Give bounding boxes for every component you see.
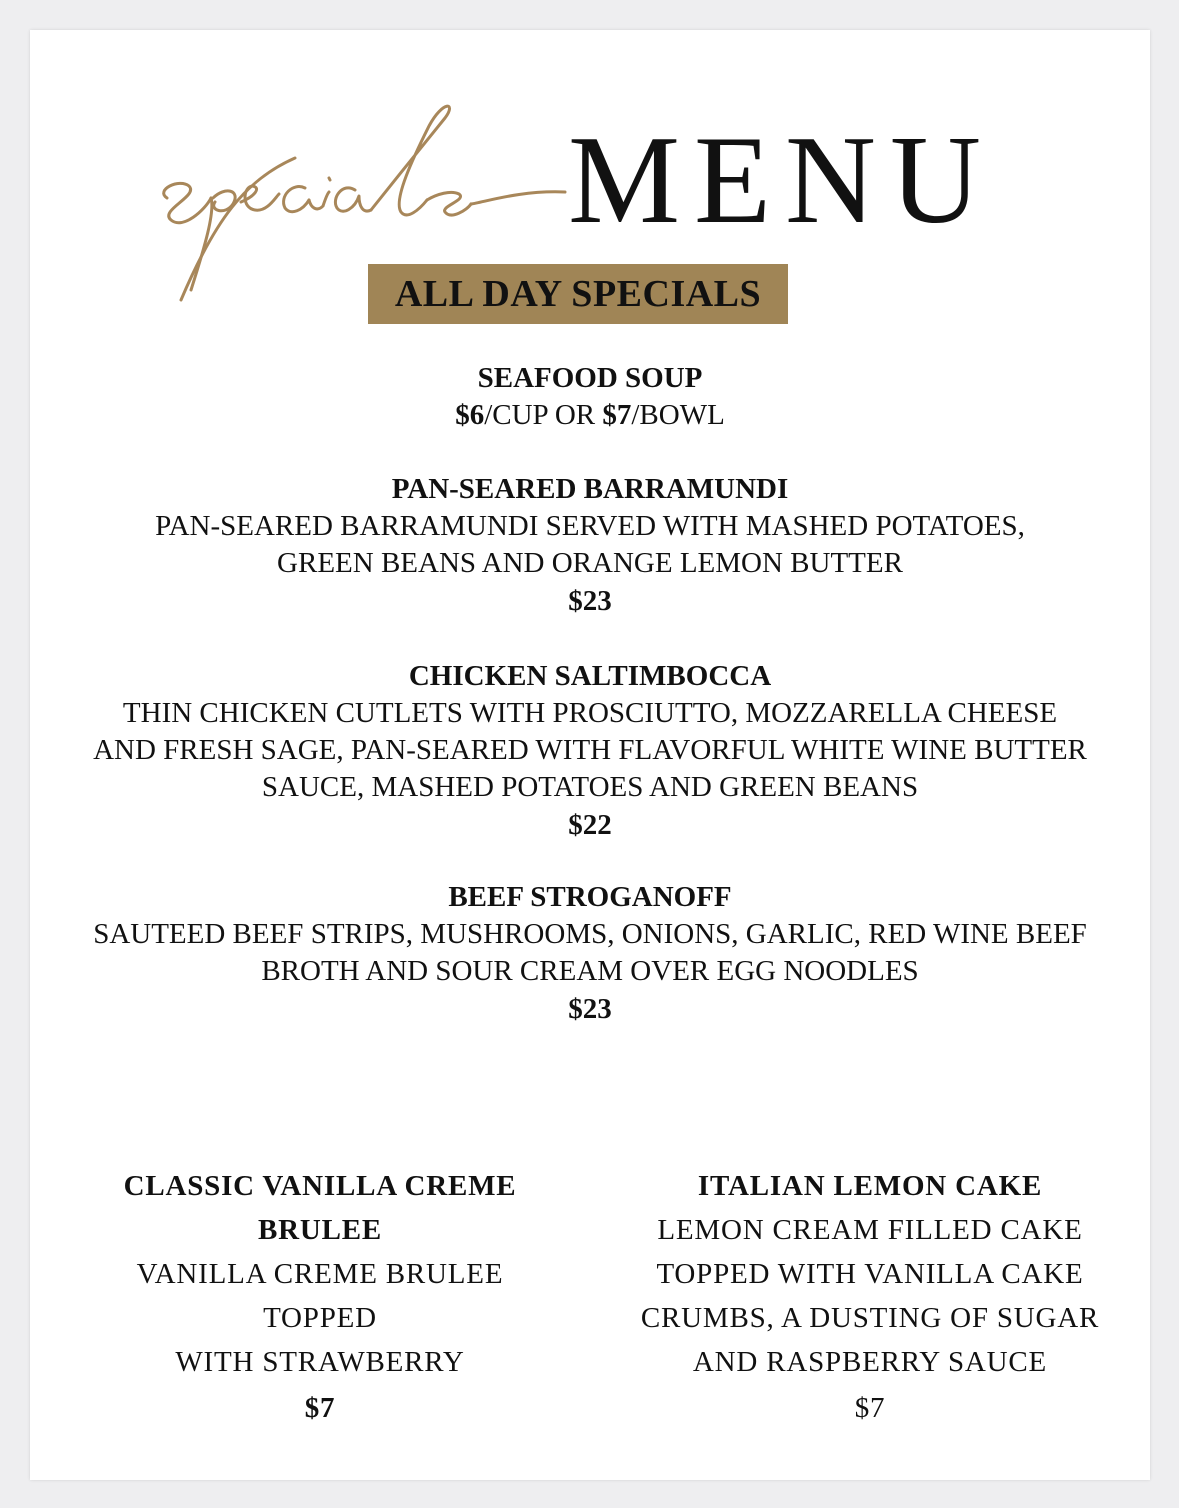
banner-label: ALL DAY SPECIALS xyxy=(394,273,762,315)
item-description-line: THIN CHICKEN CUTLETS WITH PROSCIUTTO, MOZZARELLA CHEESE xyxy=(122,697,1058,729)
menu-page xyxy=(30,30,1150,1480)
dessert-description-line: WITH STRAWBERRY xyxy=(175,1346,465,1378)
dessert-description-line: VANILLA CREME BRULEE xyxy=(136,1258,504,1290)
bowl-price: $7 xyxy=(602,399,632,431)
dessert-creme-brulee xyxy=(70,1164,570,1430)
dessert-description-line: CRUMBS, A DUSTING OF SUGAR xyxy=(640,1302,1100,1334)
dessert-name-line: CLASSIC VANILLA CREME xyxy=(123,1170,517,1202)
item-description-line: SAUTEED BEEF STRIPS, MUSHROOMS, ONIONS, GARLIC, RED WINE BEEF xyxy=(93,918,1087,950)
item-name: PAN-SEARED BARRAMUNDI xyxy=(391,473,789,505)
menu-title: MENU xyxy=(568,111,995,250)
item-name: BEEF STROGANOFF xyxy=(448,881,732,913)
item-description-line: SAUCE, MASHED POTATOES AND GREEN BEANS xyxy=(261,771,919,803)
menu-item-barramundi xyxy=(30,471,1150,620)
item-price: $23 xyxy=(568,585,612,617)
item-name: CHICKEN SALTIMBOCCA xyxy=(408,660,772,692)
dessert-name-line: BRULEE xyxy=(257,1214,383,1246)
dessert-name-line: ITALIAN LEMON CAKE xyxy=(697,1170,1043,1202)
dessert-description-line: TOPPED WITH VANILLA CAKE xyxy=(656,1258,1084,1290)
item-description-line: BROTH AND SOUR CREAM OVER EGG NOODLES xyxy=(261,955,919,987)
dessert-price: $7 xyxy=(854,1392,886,1424)
cup-label: /CUP OR xyxy=(484,399,603,431)
item-name: SEAFOOD SOUP xyxy=(477,362,703,394)
dessert-description-line: TOPPED xyxy=(263,1302,377,1334)
menu-item-beef-stroganoff xyxy=(30,879,1150,1028)
item-price-line xyxy=(30,397,1150,434)
bowl-label: /BOWL xyxy=(631,399,725,431)
item-price: $22 xyxy=(568,809,612,841)
item-price: $23 xyxy=(568,993,612,1025)
menu-item-chicken-saltimbocca xyxy=(30,658,1150,844)
item-description-line: GREEN BEANS AND ORANGE LEMON BUTTER xyxy=(277,547,903,579)
item-description-line: PAN-SEARED BARRAMUNDI SERVED WITH MASHED POTATOES, xyxy=(155,510,1025,542)
menu-item-seafood-soup xyxy=(30,360,1150,434)
cup-price: $6 xyxy=(455,399,485,431)
item-description-line: AND FRESH SAGE, PAN-SEARED WITH FLAVORFUL WHITE WINE BUTTER xyxy=(93,734,1087,766)
dessert-italian-lemon-cake xyxy=(610,1164,1130,1430)
dessert-description-line: AND RASPBERRY SAUCE xyxy=(692,1346,1048,1378)
dessert-description-line: LEMON CREAM FILLED CAKE xyxy=(657,1214,1083,1246)
all-day-specials-banner xyxy=(368,264,788,324)
dessert-price: $7 xyxy=(304,1392,336,1424)
